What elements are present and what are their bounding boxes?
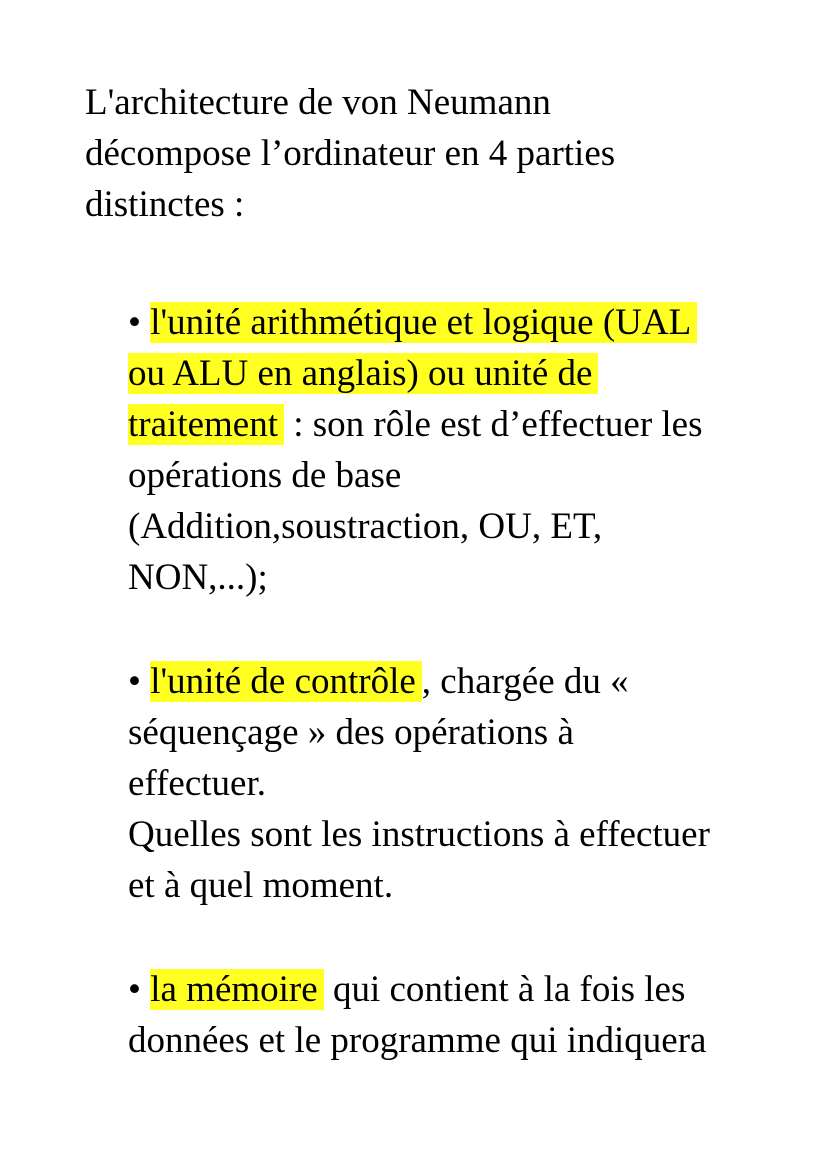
highlight-control-unit: l'unité de contrôle xyxy=(150,661,422,702)
bullet-text: NON,...); xyxy=(128,557,268,598)
bullet-text: qui contient à la fois les xyxy=(323,969,686,1010)
highlight-alu: ou ALU en anglais) ou unité de xyxy=(128,353,598,394)
bullet-icon: • xyxy=(128,969,141,1010)
highlight-memory: la mémoire xyxy=(150,969,323,1010)
bullet-text: séquençage » des opérations à xyxy=(128,712,574,753)
bullet-text: données et le programme qui indiquera xyxy=(128,1020,707,1061)
bullet-text: : son rôle est d’effectuer les xyxy=(284,404,703,445)
intro-paragraph xyxy=(85,77,725,230)
bullet-text: opérations de base xyxy=(128,455,402,496)
highlight-alu: l'unité arithmétique et logique (UAL xyxy=(150,302,697,343)
bullet-text: , chargée du « xyxy=(421,661,629,702)
highlight-alu: traitement xyxy=(128,404,284,445)
bullet-alu xyxy=(128,297,758,603)
bullet-text: (Addition,soustraction, OU, ET, xyxy=(128,506,603,547)
intro-line: L'architecture de von Neumann xyxy=(85,82,551,123)
bullet-icon: • xyxy=(128,661,141,702)
bullet-icon: • xyxy=(128,302,141,343)
bullet-text: et à quel moment. xyxy=(128,865,394,906)
bullet-control-unit xyxy=(128,656,758,911)
intro-line: distinctes : xyxy=(85,184,245,225)
bullet-memory xyxy=(128,964,758,1066)
bullet-text: Quelles sont les instructions à effectuer xyxy=(128,814,710,855)
bullet-text: effectuer. xyxy=(128,763,266,804)
intro-line: décompose l’ordinateur en 4 parties xyxy=(85,133,616,174)
